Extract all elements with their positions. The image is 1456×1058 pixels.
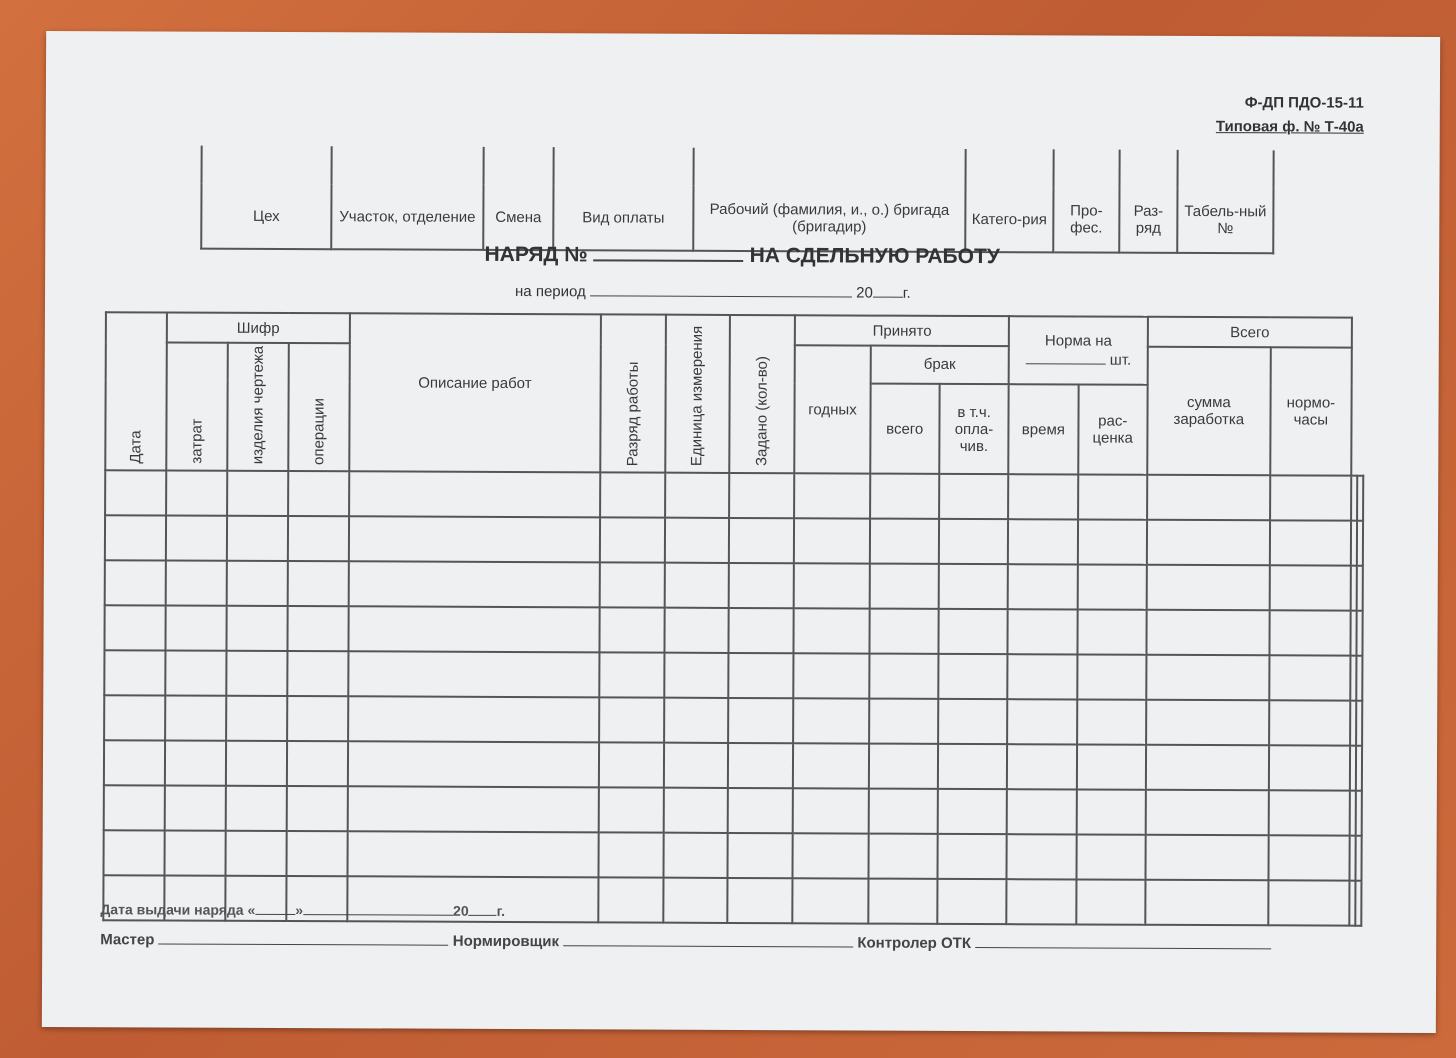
- col-cipher: Шифр: [167, 312, 350, 343]
- table-cell[interactable]: [1356, 701, 1362, 746]
- table-cell[interactable]: [287, 696, 348, 741]
- table-cell[interactable]: [664, 698, 729, 743]
- table-cell[interactable]: [869, 564, 938, 609]
- table-cell[interactable]: [288, 471, 349, 516]
- table-cell[interactable]: [664, 518, 729, 563]
- table-cell[interactable]: [1147, 475, 1270, 521]
- master-label: Мастер: [100, 931, 155, 949]
- table-cell[interactable]: [1355, 881, 1361, 926]
- table-cell[interactable]: [165, 786, 226, 831]
- order-number-field[interactable]: [594, 241, 744, 262]
- fill-cell[interactable]: [1054, 149, 1120, 187]
- table-cell[interactable]: [793, 744, 869, 789]
- table-cell[interactable]: [1077, 565, 1147, 610]
- table-cell[interactable]: [939, 474, 1008, 519]
- table-cell[interactable]: [938, 609, 1007, 654]
- table-cell[interactable]: [868, 789, 937, 834]
- table-cell[interactable]: [1007, 835, 1077, 880]
- table-cell[interactable]: [869, 654, 938, 699]
- table-cell[interactable]: [1268, 791, 1350, 836]
- table-cell[interactable]: [226, 786, 287, 831]
- table-cell[interactable]: [729, 608, 794, 653]
- table-cell[interactable]: [1268, 836, 1350, 881]
- col-norm-hours: нормо-часы: [1270, 347, 1352, 476]
- table-row: [105, 471, 1363, 521]
- table-cell[interactable]: [166, 471, 227, 516]
- table-row: [104, 741, 1362, 791]
- table-cell[interactable]: [348, 562, 599, 608]
- period-year-prefix: 20: [856, 284, 873, 302]
- table-cell[interactable]: [1007, 790, 1077, 835]
- fill-cell[interactable]: [1120, 150, 1178, 188]
- table-cell[interactable]: [1077, 655, 1147, 700]
- col-cipher-operation: операции: [288, 343, 349, 472]
- table-cell[interactable]: [1007, 880, 1077, 925]
- table-cell[interactable]: [870, 474, 939, 519]
- table-cell[interactable]: [226, 696, 287, 741]
- col-norm: [1009, 316, 1148, 384]
- table-cell[interactable]: [1269, 566, 1351, 611]
- table-cell[interactable]: [347, 787, 598, 833]
- table-cell[interactable]: [1357, 476, 1363, 521]
- table-cell[interactable]: [226, 606, 287, 651]
- form-title: [45, 239, 1439, 271]
- table-row: [104, 786, 1362, 836]
- table-cell[interactable]: [869, 609, 938, 654]
- table-cell[interactable]: [1269, 746, 1351, 791]
- header-profession: Про-фес.: [1053, 187, 1119, 252]
- table-cell[interactable]: [663, 743, 728, 788]
- col-accepted: Принято: [795, 315, 1009, 346]
- col-defect: брак: [870, 346, 1009, 384]
- table-cell[interactable]: [600, 473, 665, 518]
- title-right: НА СДЕЛЬНУЮ РАБОТУ: [749, 244, 1000, 269]
- table-cell[interactable]: [1008, 475, 1078, 520]
- table-cell[interactable]: [664, 653, 729, 698]
- table-cell[interactable]: [349, 472, 600, 518]
- table-cell[interactable]: [1007, 700, 1077, 745]
- table-cell[interactable]: [1356, 746, 1362, 791]
- table-cell[interactable]: [599, 608, 664, 653]
- table-cell[interactable]: [104, 606, 165, 651]
- table-cell[interactable]: [728, 833, 793, 878]
- table-cell[interactable]: [287, 561, 348, 606]
- table-cell[interactable]: [1076, 790, 1146, 835]
- table-cell[interactable]: [1145, 835, 1268, 881]
- col-assigned: Задано (кол-во): [730, 315, 796, 474]
- norm-label: Норма на: [1044, 332, 1112, 350]
- table-cell[interactable]: [599, 563, 664, 608]
- table-cell[interactable]: [598, 788, 663, 833]
- table-cell[interactable]: [794, 564, 870, 609]
- table-cell[interactable]: [938, 654, 1007, 699]
- table-cell[interactable]: [227, 561, 288, 606]
- table-cell[interactable]: [663, 833, 728, 878]
- table-cell[interactable]: [937, 834, 1006, 879]
- table-row: [105, 516, 1363, 566]
- table-cell[interactable]: [938, 789, 1007, 834]
- table-cell[interactable]: [1356, 611, 1362, 656]
- issue-date-quote: »: [295, 902, 304, 919]
- col-date: Дата: [105, 312, 167, 471]
- issue-date-line: [100, 899, 505, 919]
- table-cell[interactable]: [349, 517, 600, 563]
- issue-date-label: Дата выдачи наряда «: [100, 901, 256, 918]
- issue-year-field[interactable]: [469, 901, 497, 916]
- table-cell[interactable]: [600, 518, 665, 563]
- table-cell[interactable]: [104, 696, 165, 741]
- norm-unit: шт.: [1109, 351, 1132, 369]
- table-cell[interactable]: [729, 653, 794, 698]
- table-cell[interactable]: [729, 563, 794, 608]
- table-cell[interactable]: [1076, 835, 1146, 880]
- header-payment-type: Вид оплаты: [553, 185, 693, 251]
- fill-cell[interactable]: [332, 146, 484, 185]
- col-cipher-item: изделия чертежа: [227, 343, 288, 472]
- table-cell[interactable]: [1269, 656, 1351, 701]
- table-cell[interactable]: [165, 651, 226, 696]
- table-cell[interactable]: [1077, 745, 1147, 790]
- table-cell[interactable]: [598, 878, 663, 923]
- col-defect-paid: в т.ч. опла-чив.: [939, 383, 1009, 474]
- table-row: [104, 696, 1362, 746]
- table-cell[interactable]: [287, 651, 348, 696]
- col-total: Всего: [1148, 317, 1352, 348]
- table-cell[interactable]: [1147, 565, 1270, 611]
- fill-cell[interactable]: [484, 147, 554, 185]
- table-cell[interactable]: [868, 879, 937, 924]
- form-sheet: [42, 31, 1440, 1033]
- table-cell[interactable]: [165, 606, 226, 651]
- table-cell[interactable]: [1078, 520, 1148, 565]
- table-cell[interactable]: [348, 742, 599, 788]
- table-cell[interactable]: [1078, 475, 1148, 520]
- table-cell[interactable]: [105, 471, 166, 516]
- col-cipher-costs: затрат: [166, 342, 227, 471]
- table-cell[interactable]: [104, 741, 165, 786]
- table-cell[interactable]: [1076, 880, 1146, 925]
- col-good: годных: [795, 345, 871, 474]
- header-shift: Смена: [483, 185, 553, 250]
- table-cell[interactable]: [347, 832, 598, 878]
- period-year-field[interactable]: [873, 283, 903, 298]
- table-cell[interactable]: [1356, 791, 1362, 836]
- col-time: время: [1008, 384, 1078, 475]
- work-order-table: [102, 311, 1365, 927]
- signatures-line: [100, 929, 1271, 953]
- table-cell[interactable]: [1145, 880, 1268, 926]
- table-cell[interactable]: [165, 741, 226, 786]
- table-cell[interactable]: [348, 652, 599, 698]
- table-cell[interactable]: [1007, 655, 1077, 700]
- worker-info-table: [200, 146, 1274, 255]
- table-cell[interactable]: [599, 653, 664, 698]
- table-cell[interactable]: [665, 473, 730, 518]
- table-cell[interactable]: [729, 698, 794, 743]
- table-cell[interactable]: [1357, 566, 1363, 611]
- table-cell[interactable]: [729, 518, 794, 563]
- header-worker: Рабочий (фамилия, и., о.) бригада (бригадир): [693, 186, 965, 252]
- table-cell[interactable]: [793, 699, 869, 744]
- header-workshop: Цех: [201, 184, 331, 250]
- issue-month-field[interactable]: [303, 900, 453, 916]
- table-cell[interactable]: [869, 744, 938, 789]
- table-cell[interactable]: [1008, 610, 1078, 655]
- table-cell[interactable]: [1008, 520, 1078, 565]
- table-cell[interactable]: [937, 879, 1006, 924]
- table-cell[interactable]: [226, 741, 287, 786]
- table-cell[interactable]: [166, 561, 227, 606]
- normer-label: Нормировщик: [452, 932, 560, 951]
- header-tab-number: Табель-ный №: [1177, 188, 1273, 253]
- controller-label: Контролер ОТК: [857, 934, 972, 953]
- period-field[interactable]: [590, 281, 852, 297]
- table-cell[interactable]: [1146, 700, 1269, 746]
- fill-cell[interactable]: [966, 149, 1054, 187]
- col-defect-total: всего: [870, 383, 940, 474]
- table-cell[interactable]: [794, 609, 870, 654]
- table-cell[interactable]: [1355, 836, 1361, 881]
- table-cell[interactable]: [728, 878, 793, 923]
- col-rate: рас-ценка: [1078, 384, 1148, 475]
- table-cell[interactable]: [663, 788, 728, 833]
- table-row: [103, 831, 1361, 881]
- table-cell[interactable]: [104, 786, 165, 831]
- table-cell[interactable]: [288, 516, 349, 561]
- table-cell[interactable]: [348, 607, 599, 653]
- header-grade: Раз-ряд: [1119, 188, 1177, 253]
- issue-year-suffix: г.: [496, 902, 506, 919]
- table-cell[interactable]: [105, 516, 166, 561]
- fill-cell[interactable]: [1178, 150, 1274, 188]
- worker-info-fill-row: [202, 146, 1274, 189]
- issue-day-field[interactable]: [255, 900, 295, 915]
- table-cell[interactable]: [663, 878, 728, 923]
- table-cell[interactable]: [165, 696, 226, 741]
- table-cell[interactable]: [225, 831, 286, 876]
- period-label: на период: [515, 283, 586, 301]
- table-cell[interactable]: [1268, 881, 1350, 926]
- table-cell[interactable]: [793, 879, 869, 924]
- form-code: Ф-ДП ПДО-15-11: [1244, 94, 1364, 112]
- table-cell[interactable]: [939, 564, 1008, 609]
- table-cell[interactable]: [287, 741, 348, 786]
- fill-cell[interactable]: [202, 146, 332, 185]
- table-cell[interactable]: [1146, 790, 1269, 836]
- table-cell[interactable]: [1077, 610, 1147, 655]
- table-cell[interactable]: [164, 831, 225, 876]
- table-cell[interactable]: [103, 831, 164, 876]
- table-cell[interactable]: [105, 561, 166, 606]
- controller-field[interactable]: [975, 933, 1271, 949]
- table-cell[interactable]: [287, 606, 348, 651]
- col-work-grade: Разряд работы: [600, 314, 666, 473]
- table-cell[interactable]: [1269, 701, 1351, 746]
- period-year-suffix: г.: [902, 284, 911, 302]
- norm-field[interactable]: [1026, 349, 1106, 364]
- table-cell[interactable]: [938, 744, 1007, 789]
- table-cell[interactable]: [1147, 520, 1270, 566]
- table-cell[interactable]: [1269, 611, 1351, 656]
- table-cell[interactable]: [287, 786, 348, 831]
- table-cell[interactable]: [794, 519, 870, 564]
- table-cell[interactable]: [1008, 565, 1078, 610]
- table-cell[interactable]: [794, 654, 870, 699]
- table-row: [104, 651, 1362, 701]
- table-cell[interactable]: [348, 697, 599, 743]
- col-unit: Единица измерения: [665, 315, 731, 474]
- header-section: Участок, отделение: [331, 184, 483, 250]
- col-description: Описание работ: [349, 313, 601, 472]
- table-cell[interactable]: [728, 788, 793, 833]
- table-cell[interactable]: [104, 651, 165, 696]
- table-cell[interactable]: [227, 516, 288, 561]
- table-cell[interactable]: [1146, 745, 1269, 791]
- fill-cell[interactable]: [694, 148, 966, 187]
- table-cell[interactable]: [227, 471, 288, 516]
- form-type: Типовая ф. № Т-40а: [1215, 118, 1364, 136]
- title-left: НАРЯД №: [484, 242, 588, 267]
- normer-field[interactable]: [563, 931, 853, 947]
- fill-cell[interactable]: [554, 147, 694, 186]
- table-cell[interactable]: [870, 519, 939, 564]
- table-cell[interactable]: [1007, 745, 1077, 790]
- table-cell[interactable]: [664, 608, 729, 653]
- table-cell[interactable]: [793, 834, 869, 879]
- table-cell[interactable]: [598, 833, 663, 878]
- table-cell[interactable]: [599, 698, 664, 743]
- table-row: [105, 561, 1363, 611]
- period-line: [515, 281, 911, 302]
- col-earnings: сумма заработка: [1147, 347, 1270, 476]
- table-cell[interactable]: [868, 834, 937, 879]
- table-cell[interactable]: [226, 651, 287, 696]
- header-category: Катего-рия: [965, 187, 1053, 252]
- table-body: [103, 471, 1363, 926]
- table-cell[interactable]: [599, 743, 664, 788]
- table-cell[interactable]: [1270, 521, 1352, 566]
- table-row: [104, 606, 1362, 656]
- table-cell[interactable]: [794, 474, 870, 519]
- master-field[interactable]: [159, 929, 449, 945]
- table-cell[interactable]: [728, 743, 793, 788]
- table-cell[interactable]: [1146, 610, 1269, 656]
- table-cell[interactable]: [664, 563, 729, 608]
- table-cell[interactable]: [1357, 521, 1363, 566]
- table-cell[interactable]: [1356, 656, 1362, 701]
- table-cell[interactable]: [286, 831, 347, 876]
- table-cell[interactable]: [939, 519, 1008, 564]
- table-cell[interactable]: [869, 699, 938, 744]
- table-cell[interactable]: [1146, 655, 1269, 701]
- table-cell[interactable]: [1270, 476, 1352, 521]
- table-cell[interactable]: [1077, 700, 1147, 745]
- table-cell[interactable]: [729, 473, 794, 518]
- table-cell[interactable]: [938, 699, 1007, 744]
- table-cell[interactable]: [166, 516, 227, 561]
- issue-year-prefix: 20: [453, 902, 469, 919]
- table-cell[interactable]: [793, 789, 869, 834]
